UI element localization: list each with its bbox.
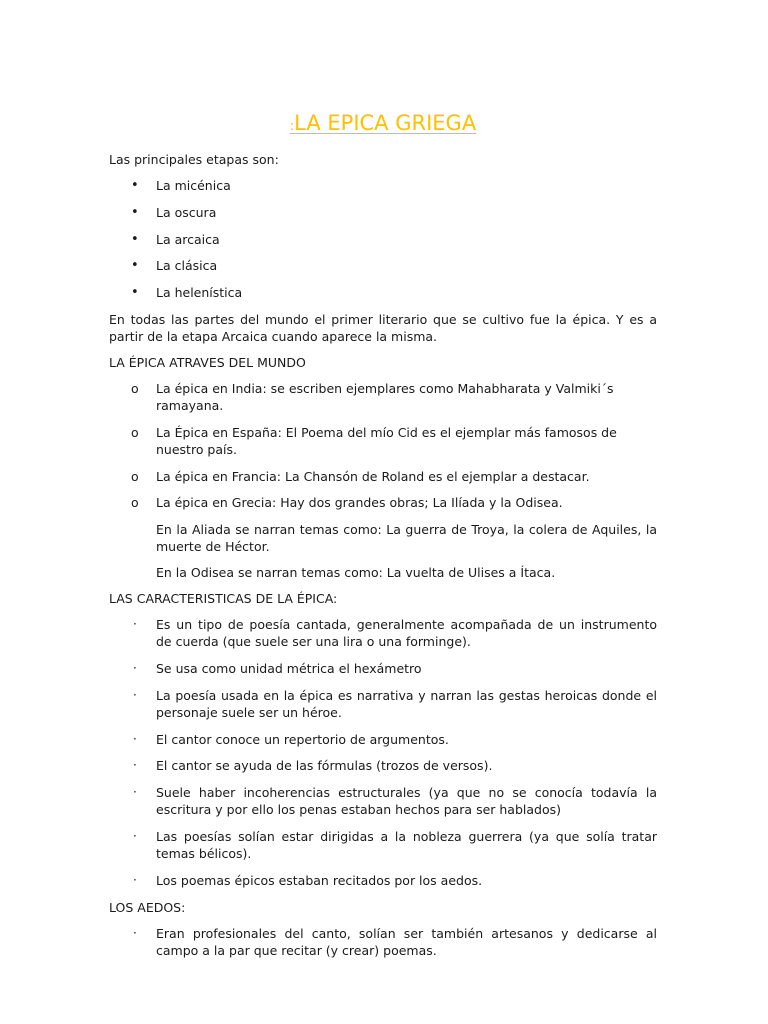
list-item-text: La clásica — [156, 258, 218, 274]
list-item-text: La arcaica — [156, 231, 220, 247]
bullet-marker: • — [131, 178, 139, 193]
circle-marker: o — [131, 468, 139, 484]
aedos-list — [109, 925, 657, 959]
dot-marker: · — [133, 785, 137, 800]
list-item-text: El cantor se ayuda de las fórmulas (trozos de versos). — [156, 758, 493, 774]
list-item — [109, 660, 657, 677]
list-item — [109, 468, 657, 485]
document-page — [109, 110, 657, 968]
mundo-list — [109, 380, 657, 511]
paragraph-aliada: En la Aliada se narran temas como: La guerra de Troya, la colera de Aquiles, la muerte de Héctor. — [156, 522, 657, 555]
list-item-text: La micénica — [156, 178, 231, 193]
dot-marker: · — [133, 731, 137, 746]
dot-marker: · — [133, 925, 137, 940]
list-item-text: La oscura — [156, 204, 217, 220]
list-item — [109, 731, 657, 748]
list-item-text: La épica en Francia: La Chansón de Roland es el ejemplar a destacar. — [156, 468, 590, 484]
etapas-list — [109, 177, 657, 301]
dot-marker: · — [133, 617, 137, 632]
list-item — [109, 424, 657, 458]
list-item-text: Los poemas épicos estaban recitados por los aedos. — [156, 872, 483, 888]
list-item-text: Suele haber incoherencias estructurales (ya que no se conocía todavía la escritura y por ello los penas estaban hechos para ser hablados) — [156, 785, 657, 818]
list-item-text: La Épica en España: El Poema del mío Cid es el ejemplar más famosos de nuestro país. — [156, 424, 617, 457]
list-item — [109, 257, 657, 274]
circle-marker: o — [131, 424, 139, 440]
list-item-text: Las poesías solían estar dirigidas a la nobleza guerrera (ya que solía tratar temas bélicos). — [156, 828, 657, 861]
list-item — [109, 687, 657, 721]
list-item — [109, 494, 657, 511]
list-item — [109, 177, 657, 194]
intro-text: Las principales etapas son: — [109, 152, 279, 167]
list-item-text: La poesía usada en la épica es narrativa y narran las gestas heroicas donde el personaje suele ser un héroe. — [156, 687, 657, 720]
list-item — [109, 925, 657, 959]
list-item — [109, 616, 657, 650]
list-item-text: La épica en India: se escriben ejemplares como Mahabharata y Valmiki´s ramayana. — [156, 380, 614, 413]
paragraph-origen: En todas las partes del mundo el primer literario que se cultivo fue la épica. Y es a partir de la etapa Arcaica cuando aparece la misma. — [109, 311, 657, 344]
heading-aedos: LOS AEDOS: — [109, 899, 186, 915]
title-prefix: : — [289, 119, 295, 134]
list-item — [109, 231, 657, 248]
list-item-text: Es un tipo de poesía cantada, generalmente acompañada de un instrumento de cuerda (que suele ser una lira o una forminge). — [156, 617, 657, 650]
list-item-text: El cantor conoce un repertorio de argumentos. — [156, 731, 449, 747]
dot-marker: · — [133, 687, 137, 702]
list-item — [109, 757, 657, 774]
dot-marker: · — [133, 660, 137, 675]
bullet-marker: • — [131, 258, 139, 274]
paragraph-odisea: En la Odisea se narran temas como: La vuelta de Ulises a Ítaca. — [156, 565, 556, 581]
list-item — [109, 784, 657, 818]
dot-marker: · — [133, 872, 137, 887]
list-item-text: La épica en Grecia: Hay dos grandes obras; La Ilíada y la Odisea. — [156, 495, 563, 511]
bullet-marker: • — [131, 204, 139, 220]
title-text: LA EPICA GRIEGA — [294, 111, 477, 135]
list-item — [109, 828, 657, 862]
list-item-text: Se usa como unidad métrica el hexámetro — [156, 660, 422, 676]
dot-marker: · — [133, 758, 137, 773]
circle-marker: o — [131, 380, 139, 396]
circle-marker: o — [131, 495, 139, 511]
list-item — [109, 872, 657, 889]
bullet-marker: • — [131, 285, 139, 301]
list-item — [109, 380, 657, 414]
caracteristicas-list — [109, 616, 657, 889]
heading-caracteristicas: LAS CARACTERISTICAS DE LA ÉPICA: — [109, 591, 338, 607]
list-item — [109, 204, 657, 221]
list-item-text: Eran profesionales del canto, solían ser también artesanos y dedicarse al campo a la par que recitar (y crear) poemas. — [156, 925, 657, 958]
heading-mundo: LA ÉPICA ATRAVES DEL MUNDO — [109, 354, 306, 370]
list-item-text: La helenística — [156, 285, 243, 301]
list-item — [109, 284, 657, 301]
dot-marker: · — [133, 828, 137, 843]
bullet-marker: • — [131, 231, 139, 247]
document-title — [109, 110, 657, 140]
